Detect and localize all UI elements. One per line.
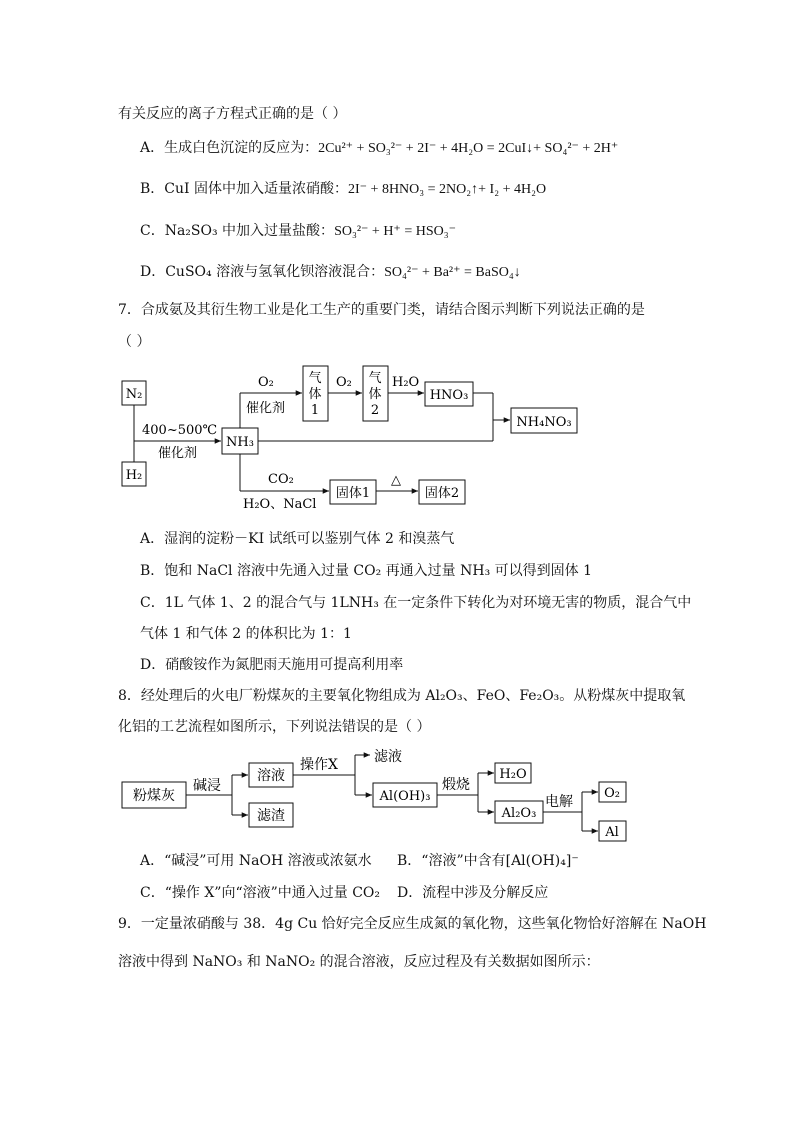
q8-stem-line2: 化铝的工艺流程如图所示，下列说法错误的是（ ） <box>118 719 431 735</box>
ammonia-flow-diagram <box>0 0 794 520</box>
gas1-char3: 1 <box>310 403 320 418</box>
nh4no3-label: NH₄NO₃ <box>516 415 572 430</box>
heat-symbol: △ <box>391 473 401 488</box>
h2o-nacl-label: H₂O、NaCl <box>243 497 317 512</box>
solid1-label: 固体1 <box>335 486 371 501</box>
residue-label: 滤渣 <box>257 808 285 824</box>
co2-label: CO₂ <box>268 472 294 487</box>
option-label: D．CuSO₄ 溶液与氢氧化钡溶液混合： <box>140 264 385 280</box>
q8-option-b[interactable]: B．“溶液”中含有[Al(OH)₄]⁻ <box>397 853 579 869</box>
gas1-char2: 体 <box>308 387 322 402</box>
gas2-char1: 气 <box>368 371 382 386</box>
q9-stem-line2: 溶液中得到 NaNO₃ 和 NaNO₂ 的混合溶液，反应过程及有关数据如图所示： <box>118 954 600 970</box>
h2-label: H₂ <box>125 468 143 483</box>
hno3-label: HNO₃ <box>429 388 469 403</box>
equation: SO₃²⁻ + H⁺ = HSO₃⁻ <box>334 224 456 239</box>
fly-ash-label: 粉煤灰 <box>133 788 175 804</box>
equation: 2Cu²⁺ + SO₃²⁻ + 2I⁻ + 4H₂O = 2CuI↓+ SO₄²⁻ + 2H⁺ <box>318 141 619 156</box>
gas2-char2: 体 <box>368 387 382 402</box>
solution-label: 溶液 <box>257 768 285 784</box>
o2-product-label: O₂ <box>604 786 620 801</box>
al2o3-label: Al₂O₃ <box>501 806 537 821</box>
alkali-leach-label: 碱浸 <box>193 778 221 794</box>
n2-label: N₂ <box>125 387 143 402</box>
option-label: A．生成白色沉淀的反应为： <box>140 140 319 156</box>
solid2-label: 固体2 <box>424 486 460 501</box>
q7-stem-line2: （ ） <box>118 334 151 350</box>
q6-stem: 有关反应的离子方程式正确的是（ ） <box>118 106 347 122</box>
condition-label: 400~500℃ <box>142 423 218 438</box>
h2o-label: H₂O <box>392 375 420 390</box>
gas2-char3: 2 <box>370 403 380 418</box>
equation: 2I⁻ + 8HNO₃ = 2NO₂↑+ I₂ + 4H₂O <box>348 182 547 197</box>
q8-option-a[interactable]: A．“碱浸”可用 NaOH 溶液或浓氨水 <box>140 853 372 869</box>
h2o-product-label: H₂O <box>499 767 527 782</box>
electrolysis-label: 电解 <box>545 794 573 810</box>
q7-option-d[interactable]: D．硝酸铵作为氮肥雨天施用可提高利用率 <box>140 657 404 673</box>
q7-option-c-line1[interactable]: C．1L 气体 1、2 的混合气与 1LNH₃ 在一定条件下转化为对环境无害的物质，混合气中 <box>140 595 692 611</box>
catalyst-label: 催化剂 <box>158 446 198 461</box>
q7-option-b[interactable]: B．饱和 NaCl 溶液中先通入过量 CO₂ 再通入过量 NH₃ 可以得到固体 1 <box>140 563 593 579</box>
q8-option-d[interactable]: D．流程中涉及分解反应 <box>397 885 549 901</box>
aloh3-label: Al(OH)₃ <box>379 789 431 804</box>
filtrate-label: 滤液 <box>374 749 402 765</box>
q8-option-c[interactable]: C．“操作 X”向“溶液”中通入过量 CO₂ <box>140 885 381 901</box>
catalyst-label-2: 催化剂 <box>246 401 286 416</box>
nh3-label: NH₃ <box>226 435 254 450</box>
o2-label-1: O₂ <box>258 375 274 390</box>
q7-option-c-line2[interactable]: 气体 1 和气体 2 的体积比为 1：1 <box>140 626 352 642</box>
o2-label-2: O₂ <box>336 375 352 390</box>
q7-stem-line1: 7．合成氨及其衍生物工业是化工生产的重要门类，请结合图示判断下列说法正确的是 <box>118 302 645 318</box>
q9-stem-line1: 9．一定量浓硝酸与 38．4g Cu 恰好完全反应生成氮的氧化物，这些氧化物恰好溶解在 NaOH <box>118 916 707 932</box>
q7-option-a[interactable]: A．湿润的淀粉－KI 试纸可以鉴别气体 2 和溴蒸气 <box>140 531 455 547</box>
al-product-label: Al <box>605 825 619 840</box>
gas1-char1: 气 <box>308 371 322 386</box>
q8-stem-line1: 8．经处理后的火电厂粉煤灰的主要氧化物组成为 Al₂O₃、FeO、Fe₂O₃。从粉煤灰中提取氧 <box>118 688 686 704</box>
option-label: C．Na₂SO₃ 中加入过量盐酸： <box>140 223 335 239</box>
equation: SO₄²⁻ + Ba²⁺ = BaSO₄↓ <box>384 265 521 280</box>
operation-x-label: 操作X <box>300 757 338 773</box>
option-label: B．CuI 固体中加入适量浓硝酸： <box>140 181 348 197</box>
fly-ash-flow-diagram <box>0 735 794 845</box>
calcine-label: 煅烧 <box>442 777 470 793</box>
